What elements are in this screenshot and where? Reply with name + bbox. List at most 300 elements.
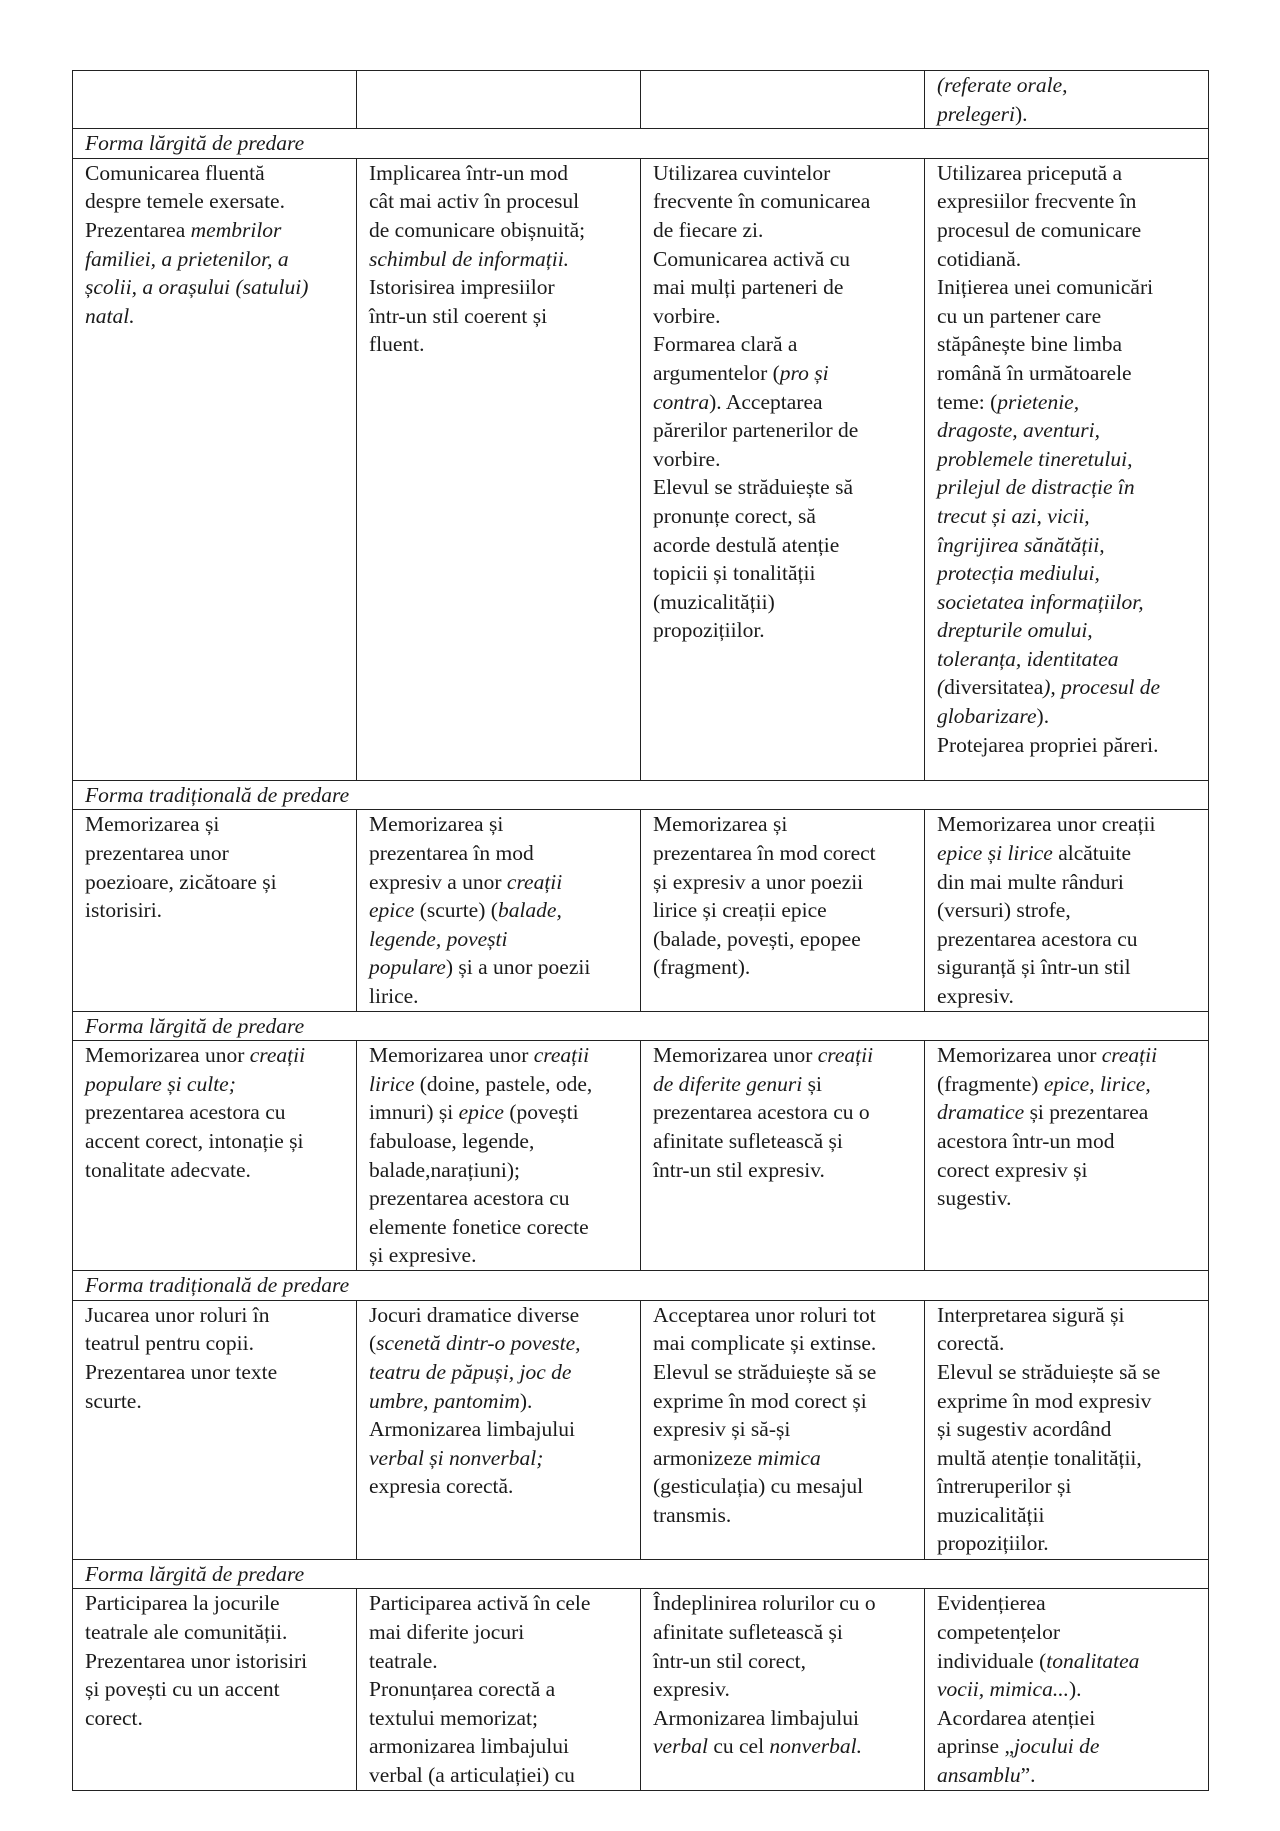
italic-text: creații — [817, 1043, 874, 1068]
cell-line — [937, 1589, 1200, 1618]
text: teme: ( — [937, 389, 998, 414]
cell-line — [369, 1241, 632, 1270]
text: lirice. — [369, 983, 419, 1008]
italic-text: (referate orale, — [937, 73, 1068, 97]
cell-line — [937, 702, 1200, 731]
cell-line — [369, 1415, 632, 1444]
text: diversitatea — [944, 675, 1044, 700]
cell-line — [369, 1675, 632, 1704]
text: Implicarea într-un mod — [369, 160, 568, 185]
cell-line — [653, 1098, 916, 1127]
section-heading: Forma lărgită de predare — [73, 1011, 1209, 1041]
cell-line — [653, 616, 916, 645]
cell-line — [937, 473, 1200, 502]
cell-line — [85, 1098, 348, 1127]
text: procesul de comunicare — [937, 217, 1142, 242]
italic-text: umbre, pantomim — [369, 1388, 520, 1413]
italic-text: societatea informațiilor, — [937, 589, 1144, 614]
cell-line — [653, 1444, 916, 1473]
cell-line — [369, 187, 632, 216]
text: cu cel — [707, 1734, 770, 1759]
cell-line — [85, 302, 348, 331]
cell-line — [937, 1156, 1200, 1185]
italic-text: scenetă dintr-o poveste, — [376, 1331, 581, 1356]
italic-text: verbal — [653, 1734, 708, 1759]
table-cell — [925, 810, 1209, 1011]
text: Elevul se străduiește să se — [937, 1359, 1161, 1384]
text: armonizeze — [653, 1445, 758, 1470]
cell-line — [653, 896, 916, 925]
text: Memorizarea unor — [653, 1043, 818, 1068]
cell-line — [653, 559, 916, 588]
text: (povești — [503, 1100, 579, 1125]
cell-line — [85, 1618, 348, 1647]
cell-line — [937, 616, 1200, 645]
cell-line — [369, 982, 632, 1011]
text: armonizarea limbajului — [369, 1734, 569, 1759]
cell-line — [369, 1589, 632, 1618]
text: propozițiilor. — [937, 1531, 1049, 1556]
cell-line — [937, 1444, 1200, 1473]
text: Memorizarea și — [369, 812, 504, 837]
text: cât mai activ în procesul — [369, 189, 580, 214]
text: (fragmente) — [937, 1071, 1044, 1096]
cell-line — [369, 159, 632, 188]
text: Formarea clară a — [653, 332, 798, 357]
text: exprime în mod corect și — [653, 1388, 867, 1413]
text: expresiv și să-și — [653, 1417, 791, 1442]
cell-line — [937, 1618, 1200, 1647]
cell-line — [653, 1675, 916, 1704]
text: Memorizarea unor — [85, 1043, 250, 1068]
cell-line — [937, 1704, 1200, 1733]
text: afinitate sufletească și — [653, 1128, 843, 1153]
text: imnuri) și — [369, 1100, 459, 1125]
cell-line — [85, 1070, 348, 1099]
cell-line — [85, 1041, 348, 1070]
italic-text: nonverbal. — [769, 1734, 862, 1759]
cell-line — [85, 896, 348, 925]
cell-line — [85, 216, 348, 245]
cell-line — [653, 245, 916, 274]
italic-text: tonalitatea — [1046, 1648, 1140, 1673]
table-cell — [73, 1589, 357, 1791]
text: Prezentarea — [85, 217, 191, 242]
cell-line — [653, 925, 916, 954]
italic-text: epice și lirice — [937, 840, 1053, 865]
cell-line — [937, 868, 1200, 897]
cell-line — [937, 896, 1200, 925]
text: prezentarea acestora cu — [85, 1100, 286, 1125]
cell-line — [85, 1127, 348, 1156]
text: teatrale. — [369, 1648, 438, 1673]
text: stăpânește bine limba — [937, 332, 1123, 357]
cell-line — [369, 1704, 632, 1733]
cell-line — [937, 359, 1200, 388]
table-cell — [925, 1300, 1209, 1559]
cell-line — [653, 1127, 916, 1156]
section-heading-row — [73, 1011, 1209, 1041]
text: ). — [1036, 704, 1050, 729]
text: multă atenție tonalității, — [937, 1445, 1142, 1470]
text: expresia corectă. — [369, 1474, 514, 1499]
text: teatrul pentru copii. — [85, 1331, 254, 1356]
text: mai complicate și extinse. — [653, 1331, 877, 1356]
italic-text: protecția mediului, — [937, 561, 1100, 586]
cell-line — [937, 302, 1200, 331]
text: (gesticulația) cu mesajul — [653, 1474, 864, 1499]
text: corect expresiv și — [937, 1157, 1088, 1182]
cell-line — [937, 1529, 1200, 1558]
cell-line — [653, 473, 916, 502]
text: și expresiv a unor poezii — [653, 869, 864, 894]
text: acorde destulă atenție — [653, 532, 840, 557]
cell-line — [653, 273, 916, 302]
cell-line — [653, 1618, 916, 1647]
table-row — [73, 158, 1209, 780]
text: Inițierea unei comunicări — [937, 275, 1154, 300]
text: mai diferite jocuri — [369, 1619, 525, 1644]
text: textului memorizat; — [369, 1705, 538, 1730]
text: vorbire. — [653, 446, 721, 471]
text: de comunicare obișnuită; — [369, 217, 586, 242]
cell-line — [653, 502, 916, 531]
text: Utilizarea pricepută a — [937, 160, 1123, 185]
cell-line — [937, 588, 1200, 617]
text: exprime în mod expresiv — [937, 1388, 1152, 1413]
table-cell — [925, 1589, 1209, 1791]
italic-text: balade, — [497, 898, 562, 923]
cell-line — [369, 1761, 632, 1790]
text: și sugestiv acordând — [937, 1417, 1112, 1442]
text: afinitate sufletească și — [653, 1619, 843, 1644]
text: și prezentarea — [1024, 1100, 1149, 1125]
italic-text: ansamblu — [937, 1762, 1021, 1787]
cell-line — [653, 1301, 916, 1330]
section-heading-row — [73, 780, 1209, 810]
text: Evidențierea — [937, 1591, 1046, 1616]
text: accent corect, intonație și — [85, 1128, 304, 1153]
italic-text: pro și — [779, 360, 829, 385]
cell-line — [369, 810, 632, 839]
text: Acordarea atenției — [937, 1705, 1096, 1730]
cell-line — [653, 330, 916, 359]
cell-line — [937, 531, 1200, 560]
text: ”. — [1020, 1762, 1036, 1787]
cell-line — [85, 273, 348, 302]
italic-text: jocului de — [1014, 1734, 1100, 1759]
text: scurte. — [85, 1388, 142, 1413]
cell-line — [937, 953, 1200, 982]
text: Jocuri dramatice diverse — [369, 1302, 580, 1327]
text: prezentarea în mod — [369, 840, 534, 865]
cell-line — [937, 216, 1200, 245]
cell-line — [937, 71, 1200, 100]
text: transmis. — [653, 1502, 732, 1527]
cell-line — [85, 1387, 348, 1416]
text: și — [802, 1071, 822, 1096]
cell-line — [937, 1472, 1200, 1501]
text: Elevul se străduiește să — [653, 475, 854, 500]
cell-line — [369, 1647, 632, 1676]
table-cell — [357, 1589, 641, 1791]
cell-line — [653, 1070, 916, 1099]
cell-line — [85, 1329, 348, 1358]
cell-line — [937, 559, 1200, 588]
text: ). — [1068, 1677, 1082, 1702]
text: prezentarea în mod corect — [653, 840, 876, 865]
text: poezioare, zicătoare și — [85, 869, 277, 894]
text: prezentarea unor — [85, 840, 229, 865]
text: pronunțe corect, să — [653, 503, 816, 528]
table-cell — [641, 1041, 925, 1271]
text: de fiecare zi. — [653, 217, 764, 242]
cell-line — [369, 302, 632, 331]
text: română în următoarele — [937, 360, 1132, 385]
text: prezentarea acestora cu o — [653, 1100, 870, 1125]
table-cell — [641, 1300, 925, 1559]
text: istorisiri. — [85, 898, 163, 923]
cell-line — [937, 1127, 1200, 1156]
text: Interpretarea sigură și — [937, 1302, 1125, 1327]
cell-line — [937, 982, 1200, 1011]
table-row — [73, 1300, 1209, 1559]
cell-line — [937, 1675, 1200, 1704]
text: acestora într-un mod — [937, 1128, 1115, 1153]
italic-text: mimica — [757, 1445, 821, 1470]
cell-line — [937, 416, 1200, 445]
cell-line — [653, 445, 916, 474]
section-heading: Forma tradițională de predare — [73, 1271, 1209, 1301]
table-cell — [357, 71, 641, 129]
table-cell — [641, 810, 925, 1011]
table-cell — [357, 158, 641, 780]
text: ). Acceptarea — [709, 389, 823, 414]
text: topicii și tonalității — [653, 561, 816, 586]
text: într-un stil expresiv. — [653, 1157, 825, 1182]
cell-line — [937, 502, 1200, 531]
cell-line — [653, 1472, 916, 1501]
cell-line — [369, 1472, 632, 1501]
table-cell — [73, 810, 357, 1011]
table-cell — [641, 1589, 925, 1791]
text: tonalitate adecvate. — [85, 1157, 251, 1182]
cell-line — [937, 273, 1200, 302]
text: (balade, povești, epopee — [653, 926, 861, 951]
italic-text: îngrijirea sănătății, — [937, 532, 1105, 557]
cell-line — [937, 1184, 1200, 1213]
table-row — [73, 1589, 1209, 1791]
text: balade,narațiuni); — [369, 1157, 521, 1182]
cell-line — [369, 925, 632, 954]
text: Memorizarea unor creații — [937, 812, 1156, 837]
table-row-continuation — [73, 71, 1209, 129]
cell-line — [653, 588, 916, 617]
section-heading: Forma lărgită de predare — [73, 129, 1209, 159]
italic-text: ( — [937, 675, 945, 700]
text: cu un partener care — [937, 303, 1102, 328]
cell-line — [369, 1301, 632, 1330]
cell-line — [369, 1098, 632, 1127]
cell-line — [369, 1329, 632, 1358]
italic-text: membrilor — [190, 217, 282, 242]
text: expresiv. — [653, 1677, 730, 1702]
italic-text: școlii, a orașului (satului) — [85, 275, 309, 300]
cell-line — [937, 673, 1200, 702]
cell-line — [937, 645, 1200, 674]
italic-text: drepturile omului, — [937, 618, 1093, 643]
cell-line — [85, 839, 348, 868]
text: fabuloase, legende, — [369, 1128, 535, 1153]
cell-line — [653, 1732, 916, 1761]
text: fluent. — [369, 332, 425, 357]
text: Armonizarea limbajului — [653, 1705, 859, 1730]
text: expresiilor frecvente în — [937, 189, 1137, 214]
cell-line — [369, 1070, 632, 1099]
cell-line — [653, 216, 916, 245]
cell-line — [937, 925, 1200, 954]
cell-line — [937, 1501, 1200, 1530]
text: mai mulți parteneri de — [653, 275, 844, 300]
text: alcătuite — [1052, 840, 1132, 865]
cell-line — [937, 839, 1200, 868]
table-cell — [73, 1300, 357, 1559]
italic-text: prietenie, — [997, 389, 1080, 414]
italic-text: trecut și azi, vicii, — [937, 503, 1090, 528]
italic-text: epice — [458, 1100, 504, 1125]
italic-text: creații — [506, 869, 563, 894]
cell-line — [85, 1704, 348, 1733]
cell-line — [369, 1184, 632, 1213]
italic-text: familiei, a prietenilor, a — [85, 246, 289, 271]
text: ). — [1015, 101, 1028, 126]
text: (scurte) ( — [414, 898, 498, 923]
table-cell — [641, 71, 925, 129]
cell-line — [937, 731, 1200, 760]
cell-line — [937, 159, 1200, 188]
cell-line — [369, 1732, 632, 1761]
text: și povești cu un accent — [85, 1677, 280, 1702]
text: Prezentarea unor texte — [85, 1359, 278, 1384]
text: întreruperilor și — [937, 1474, 1072, 1499]
text: (fragment). — [653, 955, 751, 980]
cell-line — [653, 1589, 916, 1618]
text: Pronunțarea corectă a — [369, 1677, 556, 1702]
cell-line — [85, 245, 348, 274]
cell-line — [653, 868, 916, 897]
table-cell — [73, 1041, 357, 1271]
curriculum-table — [72, 70, 1209, 1791]
text: Prezentarea unor istorisiri — [85, 1648, 308, 1673]
cell-line — [937, 187, 1200, 216]
cell-line — [85, 1589, 348, 1618]
text: sugestiv. — [937, 1186, 1012, 1211]
cell-line — [653, 1041, 916, 1070]
text: individuale ( — [937, 1648, 1047, 1673]
text: Utilizarea cuvintelor — [653, 160, 831, 185]
cell-line — [937, 1415, 1200, 1444]
text: părerilor partenerilor de — [653, 418, 859, 443]
cell-line — [937, 245, 1200, 274]
cell-line — [653, 1415, 916, 1444]
cell-line — [85, 1301, 348, 1330]
text: Elevul se străduiește să se — [653, 1359, 877, 1384]
cell-line — [937, 1098, 1200, 1127]
text: Memorizarea și — [85, 812, 220, 837]
cell-line — [653, 839, 916, 868]
text: corectă. — [937, 1331, 1005, 1356]
italic-text: de diferite genuri — [653, 1071, 803, 1096]
text: Comunicarea activă cu — [653, 246, 850, 271]
cell-line — [369, 1444, 632, 1473]
cell-line — [937, 388, 1200, 417]
cell-line — [369, 216, 632, 245]
italic-text: contra — [653, 389, 710, 414]
cell-line — [937, 1041, 1200, 1070]
italic-text: dramatice — [937, 1100, 1025, 1125]
cell-line — [369, 1127, 632, 1156]
cell-line — [369, 953, 632, 982]
cell-line — [653, 302, 916, 331]
italic-text: creații — [533, 1043, 590, 1068]
cell-line — [85, 1358, 348, 1387]
text: elemente fonetice corecte — [369, 1214, 589, 1239]
italic-text: populare și culte; — [85, 1071, 236, 1096]
cell-line — [653, 1358, 916, 1387]
cell-line — [653, 416, 916, 445]
table-row — [73, 810, 1209, 1011]
italic-text: prelegeri — [937, 101, 1016, 126]
italic-text: globarizare — [937, 704, 1037, 729]
text: ( — [369, 1331, 377, 1356]
italic-text: populare — [369, 955, 446, 980]
cell-line — [369, 896, 632, 925]
italic-text: verbal și nonverbal; — [369, 1445, 544, 1470]
cell-line — [369, 245, 632, 274]
section-heading-row — [73, 1559, 1209, 1589]
text: corect. — [85, 1705, 143, 1730]
cell-line — [369, 273, 632, 302]
text: muzicalității — [937, 1502, 1045, 1527]
text: expresiv a unor — [369, 869, 507, 894]
text: teatrale ale comunității. — [85, 1619, 288, 1644]
text: frecvente în comunicarea — [653, 189, 871, 214]
cell-line — [653, 359, 916, 388]
cell-line — [653, 810, 916, 839]
text: Îndeplinirea rolurilor cu o — [653, 1591, 876, 1616]
cell-line — [937, 1732, 1200, 1761]
italic-text: epice, lirice, — [1043, 1071, 1151, 1096]
cell-line — [653, 1329, 916, 1358]
italic-text: dragoste, aventuri, — [937, 418, 1101, 443]
text: siguranță și într-un stil — [937, 955, 1131, 980]
cell-line — [369, 1618, 632, 1647]
cell-line — [369, 1358, 632, 1387]
cell-line — [937, 1387, 1200, 1416]
cell-line — [85, 1675, 348, 1704]
italic-text: schimbul de informații. — [369, 246, 570, 271]
cell-line — [653, 531, 916, 560]
cell-line — [653, 953, 916, 982]
cell-line — [653, 1156, 916, 1185]
text: ). — [519, 1388, 533, 1413]
text: într-un stil coerent și — [369, 303, 548, 328]
cell-line — [937, 100, 1200, 129]
italic-text: creații — [1101, 1043, 1158, 1068]
text: despre temele exersate. — [85, 189, 285, 214]
table-cell — [641, 158, 925, 780]
text: cotidiană. — [937, 246, 1022, 271]
